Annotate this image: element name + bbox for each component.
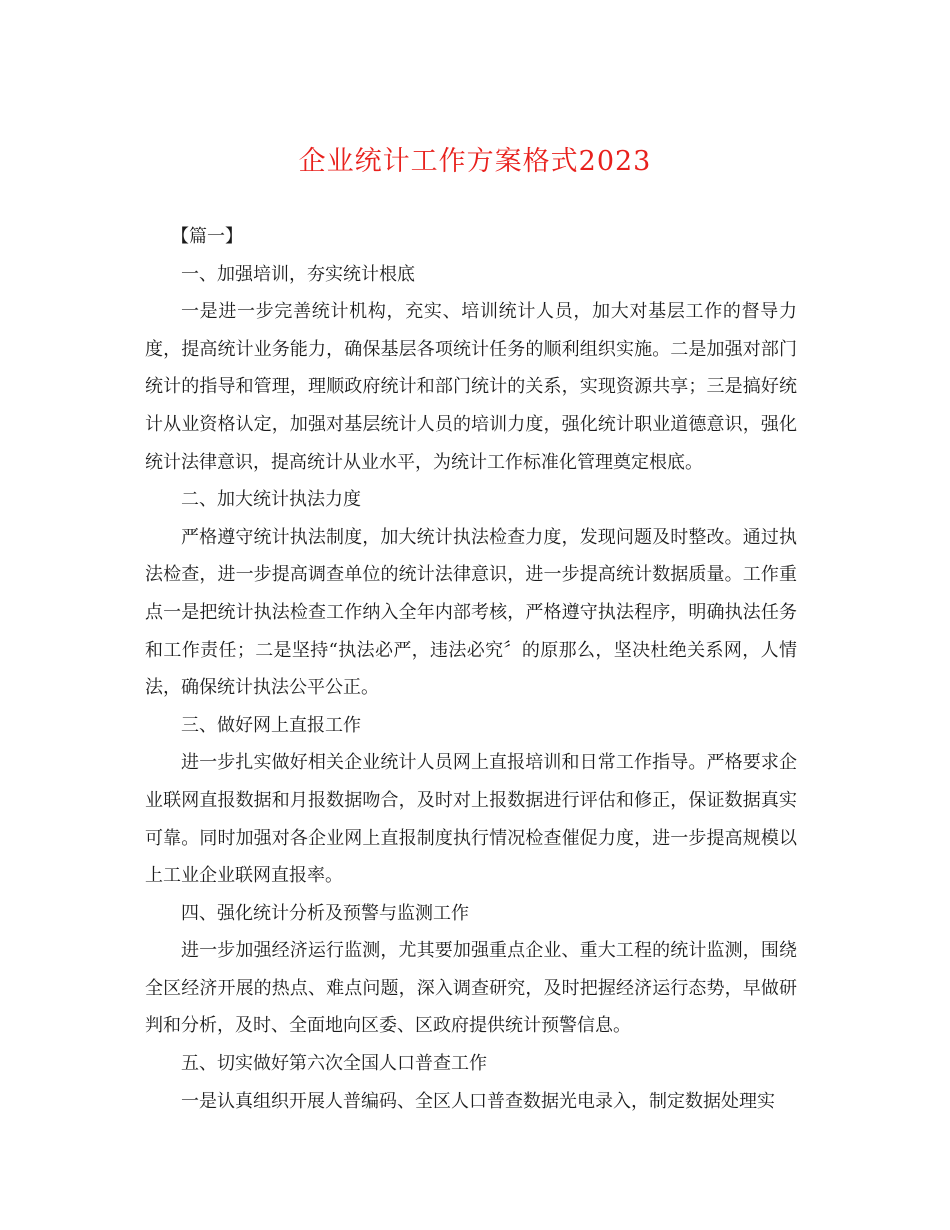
- paragraph-2: 严格遵守统计执法制度，加大统计执法检查力度，发现问题及时整改。通过执法检查，进一步提高调查单位的统计法律意识，进一步提高统计数据质量。工作重点一是把统计执法检查工作纳入全年内部考核，严格遵守执法程序，明确执法任务和工作责任；二是坚持“执法必严，违法必究〞的原那么，坚决杜绝关系网，人情法，确保统计执法公平公正。: [145, 526, 797, 699]
- heading-1: 一、加强培训，夯实统计根底: [181, 263, 415, 285]
- heading-4: 四、强化统计分析及预警与监测工作: [181, 902, 469, 924]
- paragraph-1: 一是进一步完善统计机构，充实、培训统计人员，加大对基层工作的督导力度，提高统计业务能力，确保基层各项统计任务的顺利组织实施。二是加强对部门统计的指导和管理，理顺政府统计和部门统计的关系，实现资源共享；三是搞好统计从业资格认定，加强对基层统计人员的培训力度，强化统计职业道德意识，强化统计法律意识，提高统计从业水平，为统计工作标准化管理奠定根底。: [145, 301, 797, 473]
- heading-2: 二、加大统计执法力度: [181, 489, 361, 511]
- paragraph-3: 进一步扎实做好相关企业统计人员网上直报培训和日常工作指导。严格要求企业联网直报数据和月报数据吻合，及时对上报数据进行评估和修正，保证数据真实可靠。同时加强对各企业网上直报制度执行情况检查催促力度，进一步提高规模以上工业企业联网直报率。: [145, 752, 797, 887]
- paragraph-4: 进一步加强经济运行监测，尤其要加强重点企业、重大工程的统计监测，围绕全区经济开展的热点、难点问题，深入调查研究，及时把握经济运行态势，早做研判和分析，及时、全面地向区委、区政府提供统计预警信息。: [145, 940, 797, 1037]
- heading-5: 五、切实做好第六次全国人口普查工作: [181, 1053, 487, 1075]
- section-tag: 【篇一】: [171, 226, 243, 247]
- document-body: [145, 218, 797, 1120]
- heading-3: 三、做好网上直报工作: [181, 714, 361, 736]
- document-title: 企业统计工作方案格式2023: [298, 146, 652, 177]
- paragraph-5: 一是认真组织开展人普编码、全区人口普查数据光电录入，制定数据处理实: [181, 1090, 775, 1112]
